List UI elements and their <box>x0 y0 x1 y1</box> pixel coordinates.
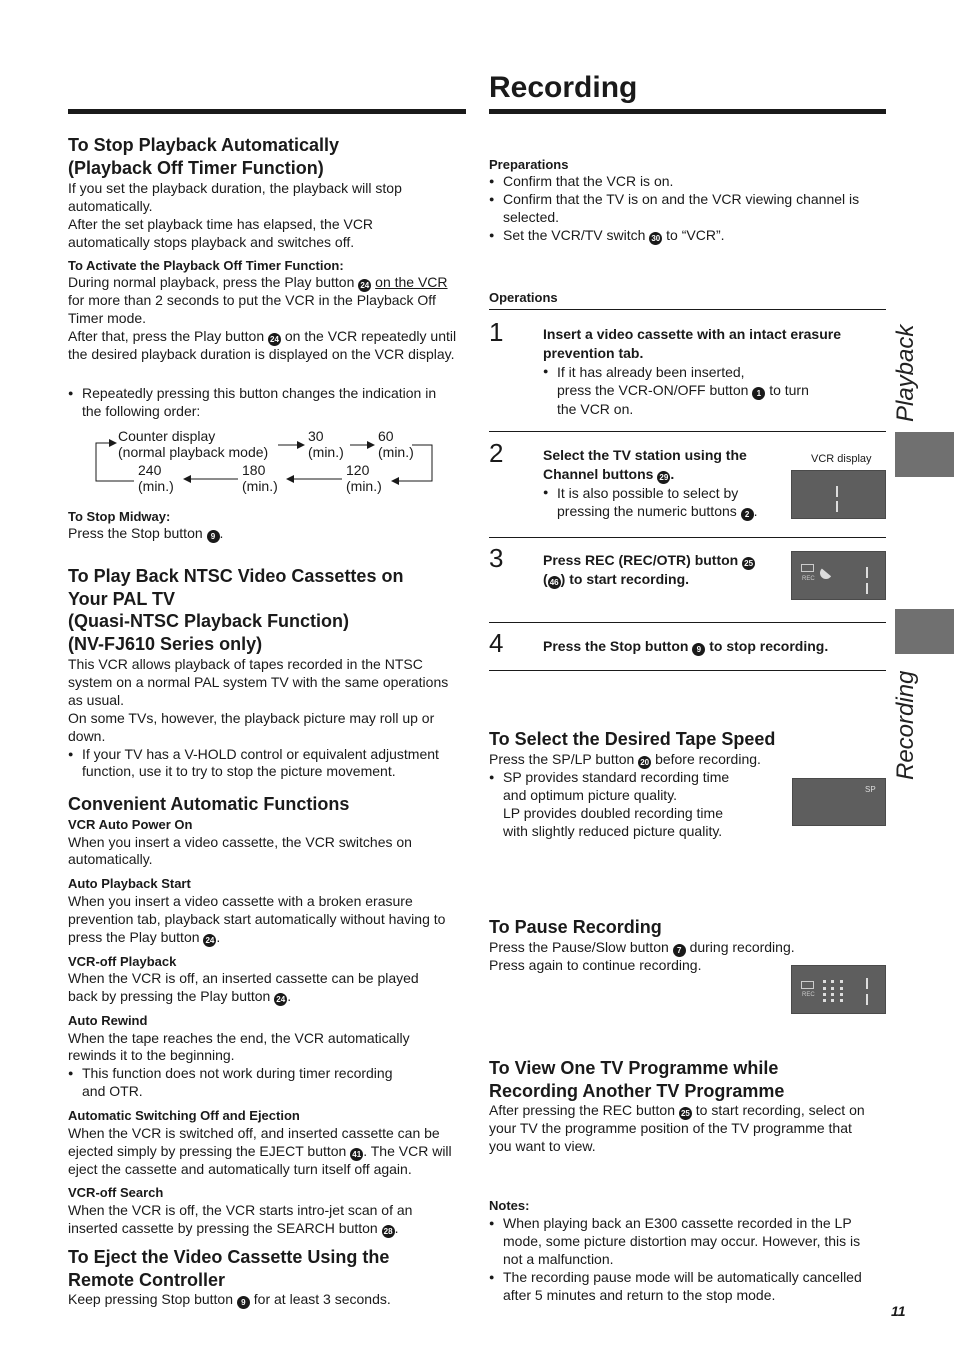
stop-playback-title: To Stop Playback Automatically (Playback Off Timer Function) <box>68 135 340 178</box>
eject-remote-text: Keep pressing Stop button 9 for at least 3 seconds. <box>68 1291 391 1307</box>
step-2-text: Select the TV station using the Channel buttons 29 . ● It is also possible to select by pressing the numeric buttons 2 . <box>543 446 793 521</box>
button-ref: 2 <box>741 508 754 521</box>
button-ref: 7 <box>673 944 686 957</box>
ops-rule-3 <box>489 622 886 623</box>
view-one-title: To View One TV Programme while Recording Another TV Programme <box>489 1058 785 1101</box>
notes-list: ● When playing back an E300 cassette recorded in the LP mode, some picture distortion may occur. However, this is not a malfunction. ● The recording pause mode will be automatically cancelled after 5 minutes and return to the stop mode. <box>489 1215 886 1305</box>
ops-rule-1 <box>489 431 886 432</box>
ops-rule-2 <box>489 537 886 538</box>
flow-counter-l1: Counter display <box>118 428 216 444</box>
preparations-list: ● Confirm that the VCR is on. ● Confirm that the TV is on and the VCR viewing channel is selected. ● Set the VCR/TV switch 30 to “VCR”. <box>489 173 886 245</box>
pause-text: Press the Pause/Slow button 7 during recording. Press again to continue recording. <box>489 939 795 973</box>
tape-speed-text: Press the SP/LP button 20 before recording. ● SP provides standard recording time and optimum picture quality. LP provides doubled recording time with slightly reduced picture quality. <box>489 751 789 841</box>
left-column <box>68 0 468 1307</box>
flow-60-unit: (min.) <box>378 444 414 460</box>
sp-indicator: SP <box>865 785 876 794</box>
button-ref: 24 <box>203 934 216 947</box>
side-tab-recording <box>895 609 954 654</box>
tape-speed-title: To Select the Desired Tape Speed <box>489 729 776 749</box>
button-ref: 29 <box>657 471 670 484</box>
vcr-display-step3 <box>791 551 886 600</box>
flow-240-unit: (min.) <box>138 478 174 494</box>
play-indicator-icon <box>820 567 832 587</box>
rec-label: REC <box>802 992 815 998</box>
page-title: Recording <box>489 71 638 104</box>
button-ref: 25 <box>742 557 755 570</box>
button-ref: 25 <box>679 1107 692 1120</box>
flow-counter-l2: (normal playback mode) <box>118 444 269 460</box>
flow-120-unit: (min.) <box>346 478 382 494</box>
step-1-number: 1 <box>489 317 504 347</box>
flow-30-unit: (min.) <box>308 444 344 460</box>
page-number: 11 <box>891 1303 906 1319</box>
button-ref: 28 <box>382 1225 395 1238</box>
side-tab-label-playback: Playback <box>892 324 919 422</box>
activate-text: During normal playback, press the Play button 24 on the VCR for more than 2 seconds to put the VCR in the Playback Off Timer mode. After that, press the Play button 24 on the VCR repeatedly until the desired playback duration is displayed on the VCR display. <box>68 274 457 362</box>
convenient-body: VCR Auto Power On When you insert a video cassette, the VCR switches on automatically. Auto Playback Start When you insert a video cassette with a broken erasure prevention tab, playback start automatically without having to press the Play button 24 . VCR-off Playback When the VCR is off, an inserted cassette can be played back by pressing the Play button 24 . Auto Rewind When the tape reaches the end, the VCR automatically rewinds it to the beginning. ● This function does not work during timer recording and OTR. Automatic Switching Off and Ejection When the VCR is switched off, and inserted cassette can be ejected simply by pressing the EJECT button 41 . The VCR will eject the cassette and automatically turn itself off again. VCR-off Search When the VCR is off, the VCR starts intro-jet scan of an inserted cassette by pressing the SEARCH button 28 . <box>68 816 468 1238</box>
flow-180-unit: (min.) <box>242 478 278 494</box>
preparations-heading: Preparations <box>489 157 569 172</box>
flow-240: 240 <box>138 462 162 478</box>
flow-30: 30 <box>308 428 324 444</box>
vcr-display-label: VCR display <box>811 453 872 465</box>
stop-midway-heading: To Stop Midway: <box>68 509 171 524</box>
flow-180: 180 <box>242 462 266 478</box>
button-ref: 9 <box>692 643 705 656</box>
button-ref: 41 <box>350 1148 363 1161</box>
button-ref: 24 <box>358 279 371 292</box>
vcr-display-step2 <box>791 470 886 519</box>
side-tab-label-recording: Recording <box>892 670 919 780</box>
button-ref: 46 <box>548 576 561 589</box>
vcr-display-pause <box>791 965 886 1014</box>
ntsc-text: This VCR allows playback of tapes recorded in the NTSC system on a normal PAL system TV with the same operations as usual. On some TVs, however, the playback picture may roll up or down. ● If your TV has a V-HOLD control or equivalent adjustment function, use it to try to stop the picture movement. <box>68 656 468 781</box>
notes-heading: Notes: <box>489 1198 530 1213</box>
button-ref: 20 <box>638 756 651 769</box>
vcr-display-sp <box>792 778 886 826</box>
flow-60: 60 <box>378 428 394 444</box>
step-2-number: 2 <box>489 438 504 468</box>
header-rule-left <box>68 109 466 114</box>
view-one-text: After pressing the REC button 25 to start recording, select on your TV the programme position of the TV programme that you want to view. <box>489 1102 865 1154</box>
ops-rule-0 <box>489 309 886 310</box>
button-ref: 1 <box>752 387 765 400</box>
button-ref: 30 <box>649 232 662 245</box>
button-ref: 24 <box>268 333 281 346</box>
pause-title: To Pause Recording <box>489 917 662 937</box>
button-ref: 9 <box>207 530 220 543</box>
timer-order-diagram <box>92 425 442 497</box>
rec-label: REC <box>802 576 815 582</box>
otr-icon <box>801 981 814 989</box>
convenient-title: Convenient Automatic Functions <box>68 794 350 814</box>
otr-icon <box>801 564 814 572</box>
operations-heading: Operations <box>489 290 558 305</box>
flow-120: 120 <box>346 462 370 478</box>
stop-playback-intro: If you set the playback duration, the playback will stop automatically. After the set playback time has elapsed, the VCR automatically stops playback and switches off. <box>68 180 402 250</box>
stop-midway-text: Press the Stop button 9 . <box>68 525 224 541</box>
side-tab-playback <box>895 432 954 477</box>
step-3-number: 3 <box>489 543 504 573</box>
step-3-text: Press REC (REC/OTR) button 25 ( 46 ) to start recording. <box>543 551 793 589</box>
button-ref: 24 <box>274 993 287 1006</box>
ntsc-title: To Play Back NTSC Video Cassettes on Your PAL TV (Quasi-NTSC Playback Function) (NV-FJ610 Series only) <box>68 566 404 654</box>
step-1-text: Insert a video cassette with an intact erasure prevention tab. ● If it has already been inserted, press the VCR-ON/OFF button 1 to turn the VCR on. <box>543 325 883 418</box>
ntsc-bullet: ● If your TV has a V-HOLD control or equivalent adjustment function, use it to try to stop the picture movement. <box>68 746 468 782</box>
order-bullet: ● Repeatedly pressing this button changes the indication in the following order: <box>68 385 468 421</box>
header-rule-right <box>489 109 886 114</box>
rewind-bullet: ● This function does not work during timer recording and OTR. <box>68 1065 468 1101</box>
ops-rule-4 <box>489 670 886 671</box>
button-ref: 9 <box>237 1296 250 1309</box>
eject-remote-title: To Eject the Video Cassette Using the Remote Controller <box>68 1247 390 1290</box>
step-4-number: 4 <box>489 628 504 658</box>
activate-heading: To Activate the Playback Off Timer Function: <box>68 258 344 273</box>
step-4-text: Press the Stop button 9 to stop recording. <box>543 638 829 654</box>
